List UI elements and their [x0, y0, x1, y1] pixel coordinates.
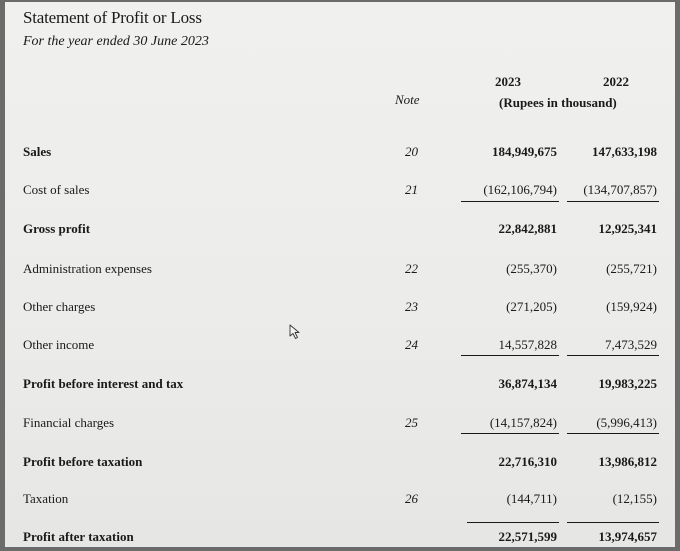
row-value-2022: (134,707,857)	[583, 182, 657, 197]
row-profit-before-interest-and-tax	[5, 376, 675, 398]
row-note: 25	[405, 415, 418, 430]
row-value-2023: 184,949,675	[492, 144, 557, 159]
row-label: Profit before taxation	[23, 454, 143, 469]
row-value-2022: 19,983,225	[598, 376, 657, 391]
row-value-2023: (255,370)	[506, 261, 557, 276]
row-note: 21	[405, 182, 418, 197]
subtotal-rule-2022	[567, 201, 659, 202]
subtotal-rule-2023	[461, 201, 559, 202]
year-2022-header: 2022	[603, 74, 629, 89]
row-note: 20	[405, 144, 418, 159]
row-value-2022: (12,155)	[612, 491, 657, 506]
row-label: Cost of sales	[23, 182, 90, 197]
row-value-2023: (144,711)	[506, 491, 557, 506]
row-value-2023: (14,157,824)	[489, 415, 557, 430]
row-sales	[5, 144, 675, 166]
row-taxation	[5, 491, 675, 513]
statement-subtitle: For the year ended 30 June 2023	[23, 34, 209, 49]
subtotal-rule-2023	[461, 355, 559, 356]
row-value-2022: 13,974,657	[598, 529, 657, 544]
statement-title: Statement of Profit or Loss	[23, 8, 202, 27]
row-value-2022: 12,925,341	[598, 221, 657, 236]
total-rule-2023	[467, 522, 559, 523]
row-value-2022: 13,986,812	[598, 454, 657, 469]
row-label: Profit before interest and tax	[23, 376, 184, 391]
total-rule-2022	[567, 522, 659, 523]
row-value-2023: (162,106,794)	[483, 182, 557, 197]
row-value-2023: 36,874,134	[498, 376, 557, 391]
row-value-2022: (255,721)	[606, 261, 657, 276]
statement-page	[5, 2, 675, 547]
row-profit-before-taxation	[5, 454, 675, 476]
row-value-2022: 147,633,198	[592, 144, 657, 159]
row-value-2023: 22,571,599	[498, 529, 557, 544]
row-value-2022: (159,924)	[606, 299, 657, 314]
row-label: Administration expenses	[23, 261, 152, 276]
row-administration-expenses	[5, 261, 675, 283]
row-label: Sales	[23, 144, 52, 159]
row-note: 23	[405, 299, 418, 314]
row-value-2023: (271,205)	[506, 299, 557, 314]
row-label: Other charges	[23, 299, 96, 314]
units-header: (Rupees in thousand)	[499, 95, 617, 110]
note-column-header: Note	[395, 92, 420, 107]
year-2023-header: 2023	[495, 74, 521, 89]
row-label: Profit after taxation	[23, 529, 134, 544]
row-value-2023: 22,842,881	[498, 221, 557, 236]
row-value-2023: 22,716,310	[498, 454, 557, 469]
mouse-pointer-icon	[289, 324, 301, 340]
row-gross-profit	[5, 221, 675, 243]
row-label: Financial charges	[23, 415, 115, 430]
row-label: Taxation	[23, 491, 69, 506]
row-note: 24	[405, 337, 418, 352]
row-note: 22	[405, 261, 418, 276]
subtotal-rule-2022	[567, 355, 659, 356]
subtotal-rule-2022	[567, 433, 659, 434]
row-note: 26	[405, 491, 418, 506]
row-label: Other income	[23, 337, 95, 352]
row-value-2022: (5,996,413)	[596, 415, 657, 430]
row-label: Gross profit	[23, 221, 91, 236]
row-other-charges	[5, 299, 675, 321]
row-value-2023: 14,557,828	[498, 337, 557, 352]
subtotal-rule-2023	[461, 433, 559, 434]
row-value-2022: 7,473,529	[605, 337, 657, 352]
row-profit-after-taxation	[5, 529, 675, 551]
